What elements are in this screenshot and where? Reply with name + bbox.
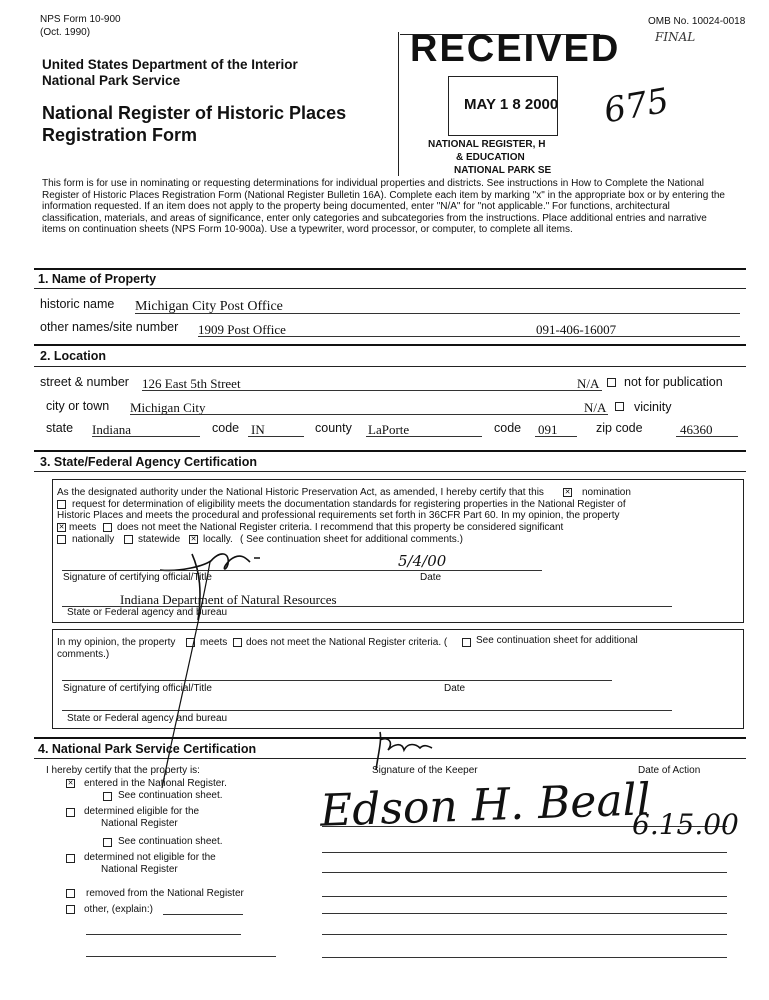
nationally-checkbox[interactable]	[57, 535, 66, 544]
hereby-certify-text: I hereby certify that the property is:	[46, 765, 200, 776]
opinion-text-d: comments.)	[57, 649, 110, 660]
entered-see-continuation-label: See continuation sheet.	[118, 790, 223, 801]
stamp-received-text: RECEIVED	[410, 28, 621, 70]
eligible-see-continuation-checkbox[interactable]	[103, 838, 112, 847]
section3-title: 3. State/Federal Agency Certification	[40, 455, 257, 469]
other-label: other, (explain:)	[84, 904, 153, 915]
signature-stroke	[160, 560, 220, 790]
agency-label: State or Federal agency and bureau	[67, 607, 228, 618]
entered-register-checkbox[interactable]	[66, 779, 75, 788]
stamp-line2: & EDUCATION	[456, 152, 525, 163]
vicinity-checkbox[interactable]	[615, 402, 624, 411]
county-value: LaPorte	[368, 422, 410, 437]
omb-number: OMB No. 10024-0018	[648, 16, 746, 27]
nomination-checkbox[interactable]	[563, 488, 572, 497]
state-signature-date: 5/4/00	[398, 552, 447, 570]
state-value: Indiana	[92, 422, 131, 437]
determined-eligible-label: determined eligible for the	[84, 806, 200, 817]
form-date: (Oct. 1990)	[40, 27, 91, 38]
determined-eligible-checkbox[interactable]	[66, 808, 75, 817]
signature-official-label: Signature of certifying official/Title	[63, 572, 212, 583]
not-for-publication-label: not for publication	[624, 375, 723, 389]
keeper-initials	[368, 730, 438, 775]
signature-date-label: Date	[420, 572, 442, 583]
signature-keeper-label: Signature of the Keeper	[372, 765, 478, 776]
removed-label: removed from the National Register	[86, 888, 244, 899]
stamp-line1: NATIONAL REGISTER, H	[428, 139, 546, 150]
department-name: United States Department of the Interior	[42, 57, 298, 72]
historic-name-label: historic name	[40, 297, 115, 311]
county-code-value: 091	[538, 422, 558, 437]
entered-see-continuation-checkbox[interactable]	[103, 792, 112, 801]
site-number-value: 091-406-16007	[536, 322, 617, 337]
historic-name-value: Michigan City Post Office	[135, 299, 283, 314]
instructions-paragraph: This form is for use in nominating or requesting determinations for individual properties and districts. See instructions in How to Complete the National Register of Historic Places Registration Form (National Register Bulletin 16A). Complete each item by marking "x" in the appropriate box or by entering the information requested. If an item does not apply to the property being documented, enter "N/A" for "not applicable." For functions, architectural classification, materials, and areas of significance, enter only categories and subcategories from the instructions. Place additional entries and narrative items on continuation sheets (NPS Form 10-900a). Use a typewriter, word processor, or computer, to complete all items.	[42, 178, 725, 235]
request-determination-checkbox[interactable]	[57, 500, 66, 509]
statewide-checkbox[interactable]	[124, 535, 133, 544]
section1-title: 1. Name of Property	[38, 272, 157, 286]
other-checkbox[interactable]	[66, 905, 75, 914]
not-eligible-checkbox[interactable]	[66, 854, 75, 863]
opinion-text-c: See continuation sheet for additional	[476, 635, 638, 646]
nationally-label: nationally	[72, 534, 115, 545]
see-continuation-comments: ( See continuation sheet for additional comments.)	[240, 534, 463, 545]
signature-official-label-2: Signature of certifying official/Title	[63, 683, 212, 694]
removed-checkbox[interactable]	[66, 889, 75, 898]
nomination-label: nomination	[582, 487, 631, 498]
opinion-see-continuation-checkbox[interactable]	[462, 638, 471, 647]
received-stamp	[398, 24, 621, 176]
eligible-see-continuation-label: See continuation sheet.	[118, 836, 223, 847]
service-name: National Park Service	[42, 73, 181, 88]
state-code-label: code	[212, 421, 240, 435]
city-label: city or town	[46, 399, 110, 413]
not-for-publication-na: N/A	[577, 376, 600, 391]
other-names-label: other names/site number	[40, 320, 179, 334]
form-number: NPS Form 10-900	[40, 14, 121, 25]
stamp-line3: NATIONAL PARK SE	[454, 165, 552, 176]
state-label: state	[46, 421, 74, 435]
zip-label: zip code	[596, 421, 643, 435]
date-of-action-label: Date of Action	[638, 765, 701, 776]
vicinity-na: N/A	[584, 400, 607, 415]
agency-label-2: State or Federal agency and bureau	[67, 713, 228, 724]
action-date: 6.15.00	[632, 808, 739, 841]
opinion-does-not-meet-checkbox[interactable]	[233, 638, 242, 647]
entered-register-label: entered in the National Register.	[84, 778, 227, 789]
handwritten-final: FINAL	[655, 30, 696, 44]
county-code-label: code	[494, 421, 522, 435]
does-not-meet-label: does not meet the National Register criteria. I recommend that this property be considered significant	[117, 522, 564, 533]
agency-value: Indiana Department of Natural Resources	[120, 592, 337, 607]
street-label: street & number	[40, 375, 129, 389]
stamp-date: MAY 1 8 2000	[464, 96, 559, 113]
vicinity-label: vicinity	[634, 400, 672, 414]
section2-title: 2. Location	[40, 349, 106, 363]
handwritten-number: 675	[601, 80, 672, 132]
signature-date-label-2: Date	[444, 683, 466, 694]
cert-para-line1: As the designated authority under the National Historic Preservation Act, as amended, I hereby certify that this	[57, 487, 544, 498]
state-code-value: IN	[251, 422, 265, 437]
not-for-publication-checkbox[interactable]	[607, 378, 616, 387]
locally-label: locally.	[203, 534, 233, 545]
cert-para-line3: Historic Places and meets the procedural and professional requirements set forth in 36CFR Part 60. In my opinion, the property	[57, 510, 620, 521]
does-not-meet-checkbox[interactable]	[103, 523, 112, 532]
form-title-line1: National Register of Historic Places	[42, 103, 347, 123]
city-value: Michigan City	[130, 400, 206, 415]
county-label: county	[315, 421, 352, 435]
statewide-label: statewide	[138, 534, 181, 545]
opinion-text-a: In my opinion, the property	[57, 637, 176, 648]
meets-checkbox[interactable]	[57, 523, 66, 532]
cert-para-line2: request for determination of eligibility meets the documentation standards for registering properties in the National Register of	[72, 499, 626, 510]
keeper-signature: Edson H. Beall	[319, 774, 652, 837]
determined-eligible-label2: National Register	[101, 818, 178, 829]
meets-label: meets	[69, 522, 97, 533]
not-eligible-label2: National Register	[101, 864, 178, 875]
street-value: 126 East 5th Street	[142, 376, 241, 391]
form-title-line2: Registration Form	[42, 125, 198, 145]
opinion-meets-label: meets	[200, 637, 228, 648]
section4-title: 4. National Park Service Certification	[38, 742, 257, 756]
not-eligible-label: determined not eligible for the	[84, 852, 216, 863]
zip-value: 46360	[680, 422, 713, 437]
opinion-text-b: does not meet the National Register criteria. (	[246, 637, 448, 648]
other-names-value: 1909 Post Office	[198, 322, 286, 337]
